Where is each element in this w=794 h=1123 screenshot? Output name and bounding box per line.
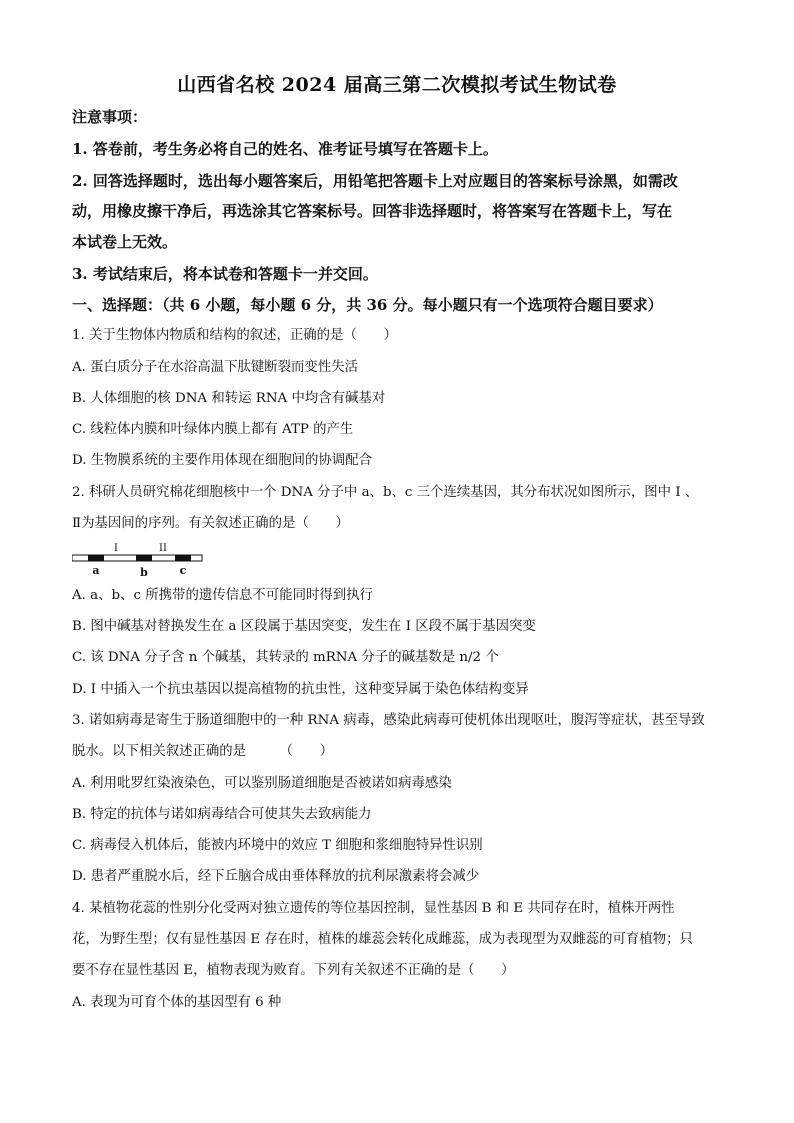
question-3-option-c: C. 病毒侵入机体后，能被内环境中的效应 T 细胞和浆细胞特异性识别 [72, 838, 483, 853]
question-4-stem-line-3: 要不存在显性基因 E，植物表现为败育。下列有关叙述不正确的是（ ） [72, 963, 515, 978]
gene-c-segment [175, 555, 191, 561]
notice-item-1: 1. 答卷前，考生务必将自己的姓名、准考证号填写在答题卡上。 [72, 140, 498, 158]
question-1-option-c: C. 线粒体内膜和叶绿体内膜上都有 ATP 的产生 [72, 422, 354, 437]
question-1-option-a: A. 蛋白质分子在水浴高温下肽键断裂而变性失活 [72, 360, 358, 375]
question-4-stem-line-1: 4. 某植物花蕊的性别分化受两对独立遗传的等位基因控制，显性基因 B 和 E 共同存在时，植株开两性 [72, 901, 675, 916]
question-4-option-a: A. 表现为可育个体的基因型有 6 种 [72, 995, 282, 1010]
question-2-stem-line-2: Ⅱ为基因间的序列。有关叙述正确的是（ ） [72, 516, 349, 531]
question-1-option-b: B. 人体细胞的核 DNA 和转运 RNA 中均含有碱基对 [72, 391, 386, 406]
gene-label-b: b [140, 566, 148, 579]
notice-item-3: 3. 考试结束后，将本试卷和答题卡一并交回。 [72, 265, 378, 283]
question-2-stem-line-1: 2. 科研人员研究棉花细胞核中一个 DNA 分子中 a、b、c 三个连续基因，其分布状况如图所示，图中 Ⅰ 、 [72, 485, 699, 500]
notice-heading: 注意事项： [72, 108, 148, 126]
gene-b-segment [136, 555, 152, 561]
question-3-option-a: A. 利用吡罗红染液染色，可以鉴别肠道细胞是否被诺如病毒感染 [72, 776, 452, 791]
exam-title: 山西省名校 2024 届高三第二次模拟考试生物试卷 [177, 74, 617, 96]
region-label-i: I [114, 543, 118, 554]
question-2-option-c: C. 该 DNA 分子含 n 个碱基，其转录的 mRNA 分子的碱基数是 n/2 个 [72, 650, 499, 665]
dna-gene-diagram [72, 540, 212, 580]
question-2-option-b: B. 图中碱基对替换发生在 a 区段属于基因突变，发生在 Ⅰ 区段不属于基因突变 [72, 619, 536, 634]
question-3-option-b: B. 特定的抗体与诺如病毒结合可使其失去致病能力 [72, 807, 372, 822]
notice-item-2-line-1: 2. 回答选择题时，选出每小题答案后，用铅笔把答题卡上对应题目的答案标号涂黑，如需改 [72, 172, 678, 190]
question-2-option-d: D. Ⅰ 中插入一个抗虫基因以提高植物的抗虫性，这种变异属于染色体结构变异 [72, 682, 529, 697]
question-3-stem-line-1: 3. 诺如病毒是寄生于肠道细胞中的一种 RNA 病毒，感染此病毒可使机体出现呕吐，腹泻等症状，甚至导致 [72, 713, 705, 728]
question-4-stem-line-2: 花，为野生型；仅有显性基因 E 存在时，植株的雄蕊会转化成雌蕊，成为表现型为双雌蕊的可育植物；只 [72, 932, 693, 947]
section-heading: 一、选择题：（共 6 小题，每小题 6 分，共 36 分。每小题只有一个选项符合题目要求） [72, 296, 663, 314]
region-label-ii: II [159, 543, 167, 554]
notice-item-2-line-2: 动，用橡皮擦干净后，再选涂其它答案标号。回答非选择题时，将答案写在答题卡上，写在 [72, 202, 673, 220]
question-1-stem: 1. 关于生物体内物质和结构的叙述，正确的是（ ） [72, 328, 398, 343]
gene-label-a: a [92, 564, 100, 577]
question-1-option-d: D. 生物膜系统的主要作用体现在细胞间的协调配合 [72, 453, 372, 468]
question-3-option-d: D. 患者严重脱水后，经下丘脑合成由垂体释放的抗利尿激素将会减少 [72, 869, 480, 884]
notice-item-2-line-3: 本试卷上无效。 [72, 233, 178, 251]
gene-a-segment [88, 555, 104, 561]
gene-label-c: c [179, 564, 187, 577]
question-3-stem-line-2: 脱水。以下相关叙述正确的是 （ ） [72, 744, 334, 759]
question-2-option-a: A. a、b、c 所携带的遗传信息不可能同时得到执行 [72, 588, 373, 603]
